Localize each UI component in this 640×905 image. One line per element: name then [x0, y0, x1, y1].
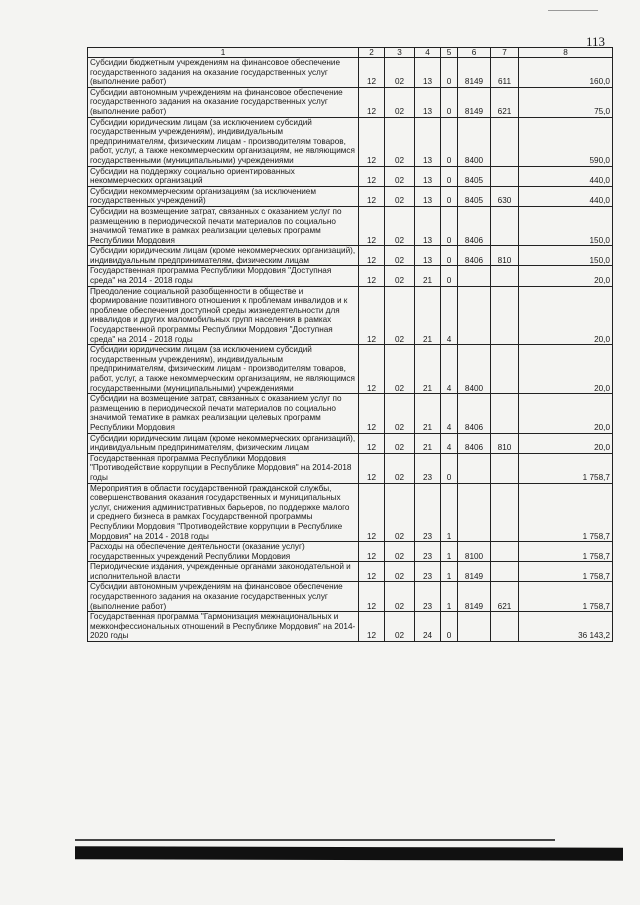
expense-type-cell: 621 — [491, 582, 519, 612]
table-row — [88, 433, 613, 453]
table-row — [88, 206, 613, 245]
subsection-code-cell: 23 — [415, 562, 441, 582]
target-article-cell: 8149 — [458, 58, 491, 88]
budget-table — [87, 47, 613, 642]
target-article-cell — [458, 286, 491, 345]
target-article-cell: 8406 — [458, 206, 491, 245]
amount-cell: 1 758,7 — [519, 562, 613, 582]
subsection-code-cell: 23 — [415, 453, 441, 483]
ministry-code-cell: 12 — [359, 87, 385, 117]
target-article-cell: 8400 — [458, 117, 491, 166]
amount-cell: 20,0 — [519, 286, 613, 345]
ministry-code-cell: 12 — [359, 58, 385, 88]
subsection-code-cell: 13 — [415, 206, 441, 245]
header-cell: 5 — [441, 48, 458, 58]
section-code-cell: 02 — [385, 186, 415, 206]
target-article-cell — [458, 483, 491, 542]
subsection-code-cell: 13 — [415, 58, 441, 88]
amount-cell: 590,0 — [519, 117, 613, 166]
ministry-code-cell: 12 — [359, 433, 385, 453]
table-row — [88, 483, 613, 542]
expense-name-cell: Мероприятия в области государственной гражданской службы, совершенствования оказания государственных и муниципальных услуг, снижения административных барьеров, по поддержке малого и среднего бизнеса в рамках Государственной программы Республики Мордовия "Противодействие коррупции в Республике Мордовия" на 2014 - 2018 годы — [88, 483, 359, 542]
header-cell: 6 — [458, 48, 491, 58]
scan-mark — [548, 10, 598, 11]
expense-name-cell: Государственная программа Республики Мордовия "Противодействие коррупции в Республике Мордовия" на 2014-2018 годы — [88, 453, 359, 483]
target-article-cell: 8149 — [458, 582, 491, 612]
subsection-code-cell: 21 — [415, 394, 441, 433]
subsection-code-cell: 21 — [415, 433, 441, 453]
table-row — [88, 345, 613, 394]
expense-type-cell: 630 — [491, 186, 519, 206]
subsection-code-cell: 13 — [415, 246, 441, 266]
expense-name-cell: Субсидии юридическим лицам (за исключением субсидий государственным учреждениям), индивидуальным предпринимателям, физическим лицам - производителям товаров, работ, услуг, а также некоммерческим организациям, не являющимся государственными (муниципальными) учреждениями — [88, 117, 359, 166]
header-cell: 4 — [415, 48, 441, 58]
header-cell: 8 — [519, 48, 613, 58]
ministry-code-cell: 12 — [359, 453, 385, 483]
subsection-code-cell: 13 — [415, 87, 441, 117]
table-row — [88, 166, 613, 186]
amount-cell: 1 758,7 — [519, 483, 613, 542]
subsection-code-cell: 21 — [415, 266, 441, 286]
ministry-code-cell: 12 — [359, 117, 385, 166]
program-code-cell: 1 — [441, 562, 458, 582]
header-cell: 7 — [491, 48, 519, 58]
expense-type-cell — [491, 166, 519, 186]
program-code-cell: 4 — [441, 433, 458, 453]
program-code-cell: 4 — [441, 286, 458, 345]
target-article-cell: 8406 — [458, 246, 491, 266]
ministry-code-cell: 12 — [359, 612, 385, 642]
expense-type-cell — [491, 394, 519, 433]
program-code-cell: 0 — [441, 206, 458, 245]
program-code-cell: 4 — [441, 345, 458, 394]
expense-type-cell — [491, 266, 519, 286]
expense-name-cell: Субсидии на возмещение затрат, связанных с оказанием услуг по размещению в периодической печати материалов по социально значимой тематике в рамках реализации целевых программ Республики Мордовия — [88, 394, 359, 433]
section-code-cell: 02 — [385, 58, 415, 88]
expense-type-cell: 611 — [491, 58, 519, 88]
expense-type-cell — [491, 345, 519, 394]
table-row — [88, 286, 613, 345]
amount-cell: 1 758,7 — [519, 542, 613, 562]
amount-cell: 20,0 — [519, 394, 613, 433]
target-article-cell: 8406 — [458, 433, 491, 453]
expense-type-cell — [491, 286, 519, 345]
table-row — [88, 582, 613, 612]
expense-type-cell — [491, 562, 519, 582]
header-cell: 1 — [88, 48, 359, 58]
target-article-cell: 8405 — [458, 166, 491, 186]
section-code-cell: 02 — [385, 542, 415, 562]
table-row — [88, 453, 613, 483]
table-row — [88, 186, 613, 206]
ministry-code-cell: 12 — [359, 286, 385, 345]
table-row — [88, 612, 613, 642]
expense-type-cell — [491, 612, 519, 642]
subsection-code-cell: 23 — [415, 582, 441, 612]
expense-name-cell: Субсидии юридическим лицам (за исключением субсидий государственным учреждениям), индивидуальным предпринимателям, физическим лицам - производителям товаров, работ, услуг, а также некоммерческим организациям, не являющимся государственными (муниципальными) учреждениями — [88, 345, 359, 394]
ministry-code-cell: 12 — [359, 394, 385, 433]
section-code-cell: 02 — [385, 206, 415, 245]
table-row — [88, 266, 613, 286]
section-code-cell: 02 — [385, 266, 415, 286]
subsection-code-cell: 13 — [415, 186, 441, 206]
amount-cell: 440,0 — [519, 166, 613, 186]
section-code-cell: 02 — [385, 394, 415, 433]
header-cell: 3 — [385, 48, 415, 58]
expense-type-cell: 621 — [491, 87, 519, 117]
section-code-cell: 02 — [385, 87, 415, 117]
program-code-cell: 1 — [441, 483, 458, 542]
expense-name-cell: Субсидии автономным учреждениям на финансовое обеспечение государственного задания на оказание государственных услуг (выполнение работ) — [88, 87, 359, 117]
section-code-cell: 02 — [385, 612, 415, 642]
amount-cell: 150,0 — [519, 246, 613, 266]
program-code-cell: 1 — [441, 582, 458, 612]
expense-name-cell: Субсидии на возмещение затрат, связанных с оказанием услуг по размещению в периодической печати материалов по социально значимой тематике в рамках реализации целевых программ Республики Мордовия — [88, 206, 359, 245]
expense-name-cell: Субсидии юридическим лицам (кроме некоммерческих организаций), индивидуальным предпринимателям, физическим лицам — [88, 246, 359, 266]
expense-name-cell: Субсидии юридическим лицам (кроме некоммерческих организаций), индивидуальным предпринимателям, физическим лицам — [88, 433, 359, 453]
ministry-code-cell: 12 — [359, 206, 385, 245]
target-article-cell — [458, 266, 491, 286]
amount-cell: 20,0 — [519, 266, 613, 286]
program-code-cell: 0 — [441, 246, 458, 266]
expense-name-cell: Государственная программа "Гармонизация межнациональных и межконфессиональных отношений в Республике Мордовия" на 2014-2020 годы — [88, 612, 359, 642]
expense-name-cell: Субсидии некоммерческим организациям (за исключением государственных учреждений) — [88, 186, 359, 206]
subsection-code-cell: 21 — [415, 286, 441, 345]
ministry-code-cell: 12 — [359, 246, 385, 266]
program-code-cell: 0 — [441, 117, 458, 166]
table-row — [88, 562, 613, 582]
table-row — [88, 117, 613, 166]
expense-type-cell: 810 — [491, 433, 519, 453]
expense-name-cell: Расходы на обеспечение деятельности (оказание услуг) государственных учреждений Республики Мордовия — [88, 542, 359, 562]
section-code-cell: 02 — [385, 345, 415, 394]
expense-type-cell — [491, 206, 519, 245]
subsection-code-cell: 21 — [415, 345, 441, 394]
amount-cell: 36 143,2 — [519, 612, 613, 642]
program-code-cell: 1 — [441, 542, 458, 562]
section-code-cell: 02 — [385, 453, 415, 483]
section-code-cell: 02 — [385, 246, 415, 266]
program-code-cell: 0 — [441, 453, 458, 483]
program-code-cell: 0 — [441, 266, 458, 286]
target-article-cell: 8149 — [458, 87, 491, 117]
program-code-cell: 0 — [441, 87, 458, 117]
expense-type-cell — [491, 483, 519, 542]
table-row — [88, 542, 613, 562]
ministry-code-cell: 12 — [359, 582, 385, 612]
subsection-code-cell: 13 — [415, 166, 441, 186]
amount-cell: 1 758,7 — [519, 453, 613, 483]
section-code-cell: 02 — [385, 483, 415, 542]
scan-edge-line — [75, 839, 555, 841]
expense-type-cell — [491, 453, 519, 483]
scan-edge-bar — [75, 846, 623, 860]
page-number: 113 — [586, 34, 606, 49]
table-row — [88, 246, 613, 266]
subsection-code-cell: 24 — [415, 612, 441, 642]
target-article-cell: 8406 — [458, 394, 491, 433]
expense-name-cell: Субсидии автономным учреждениям на финансовое обеспечение государственного задания на оказание государственных услуг (выполнение работ) — [88, 582, 359, 612]
amount-cell: 20,0 — [519, 345, 613, 394]
table-row — [88, 394, 613, 433]
amount-cell: 150,0 — [519, 206, 613, 245]
expense-name-cell: Периодические издания, учрежденные органами законодательной и исполнительной власти — [88, 562, 359, 582]
ministry-code-cell: 12 — [359, 186, 385, 206]
ministry-code-cell: 12 — [359, 345, 385, 394]
amount-cell: 440,0 — [519, 186, 613, 206]
expense-name-cell: Преодоление социальной разобщенности в обществе и формирование позитивного отношения к проблемам инвалидов и к проблеме обеспечения доступной среды жизнедеятельности для инвалидов и других маломобильных групп населения в рамках Государственной программы Республики Мордовия "Доступная среда" на 2014 - 2018 годы — [88, 286, 359, 345]
program-code-cell: 4 — [441, 394, 458, 433]
expense-name-cell: Субсидии бюджетным учреждениям на финансовое обеспечение государственного задания на оказание государственных услуг (выполнение работ) — [88, 58, 359, 88]
ministry-code-cell: 12 — [359, 562, 385, 582]
expense-type-cell — [491, 542, 519, 562]
ministry-code-cell: 12 — [359, 542, 385, 562]
table-body — [88, 58, 613, 642]
program-code-cell: 0 — [441, 612, 458, 642]
target-article-cell — [458, 453, 491, 483]
target-article-cell: 8100 — [458, 542, 491, 562]
subsection-code-cell: 13 — [415, 117, 441, 166]
target-article-cell — [458, 612, 491, 642]
expense-name-cell: Государственная программа Республики Мордовия "Доступная среда" на 2014 - 2018 годы — [88, 266, 359, 286]
subsection-code-cell: 23 — [415, 542, 441, 562]
subsection-code-cell: 23 — [415, 483, 441, 542]
ministry-code-cell: 12 — [359, 266, 385, 286]
program-code-cell: 0 — [441, 166, 458, 186]
header-row — [88, 48, 613, 58]
amount-cell: 160,0 — [519, 58, 613, 88]
amount-cell: 20,0 — [519, 433, 613, 453]
program-code-cell: 0 — [441, 186, 458, 206]
expense-type-cell — [491, 117, 519, 166]
amount-cell: 1 758,7 — [519, 582, 613, 612]
amount-cell: 75,0 — [519, 87, 613, 117]
ministry-code-cell: 12 — [359, 166, 385, 186]
table-row — [88, 87, 613, 117]
program-code-cell: 0 — [441, 58, 458, 88]
section-code-cell: 02 — [385, 117, 415, 166]
section-code-cell: 02 — [385, 582, 415, 612]
section-code-cell: 02 — [385, 166, 415, 186]
section-code-cell: 02 — [385, 433, 415, 453]
section-code-cell: 02 — [385, 562, 415, 582]
ministry-code-cell: 12 — [359, 483, 385, 542]
target-article-cell: 8405 — [458, 186, 491, 206]
section-code-cell: 02 — [385, 286, 415, 345]
header-cell: 2 — [359, 48, 385, 58]
expense-type-cell: 810 — [491, 246, 519, 266]
target-article-cell: 8149 — [458, 562, 491, 582]
table-row — [88, 58, 613, 88]
target-article-cell: 8400 — [458, 345, 491, 394]
expense-name-cell: Субсидии на поддержку социально ориентированных некоммерческих организаций — [88, 166, 359, 186]
